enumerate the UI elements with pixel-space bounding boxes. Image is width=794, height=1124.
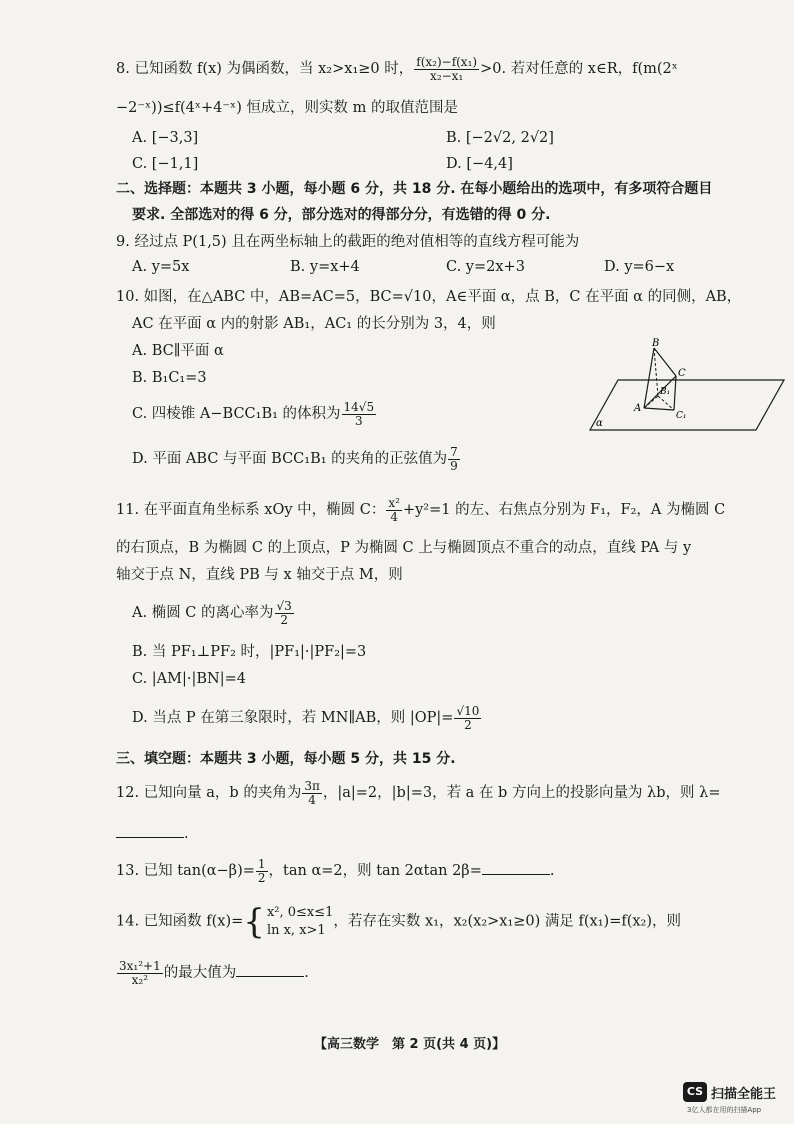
section2-heading: 二、选择题：本题共 3 小题，每小题 6 分，共 18 分. 在每小题给出的选项中，有多项符合题目 (116, 181, 713, 197)
section2-heading-cont: 要求. 全部选对的得 6 分，部分选对的得部分分，有选错的得 0 分. (132, 207, 551, 223)
q9-stem: 9. 经过点 P(1,5) 且在两坐标轴上的截距的绝对值相等的直线方程可能为 (116, 234, 580, 250)
scanner-watermark (683, 1080, 793, 1120)
q14-den: x₂² (131, 972, 149, 987)
q14-piecewise (243, 901, 334, 942)
segment-bb1 (654, 348, 658, 396)
q11-line1-post: +y²=1 的左、右焦点分别为 F₁，F₂，A 为椭圆 C (402, 502, 726, 519)
q8-option-d: D. [−4,4] (446, 156, 513, 172)
q13-num: 1 (257, 857, 266, 871)
q11-option-d (132, 705, 482, 731)
q12-answer-line (116, 826, 189, 843)
q13-answer-blank[interactable] (482, 874, 550, 875)
q10-d-den: 9 (450, 458, 458, 473)
q11-line1 (116, 497, 725, 523)
q10-figure (588, 338, 788, 438)
q9-option-c: C. y=2x+3 (446, 259, 525, 275)
q11-line2: 的右顶点，B 为椭圆 C 的上顶点，P 为椭圆 C 上与椭圆顶点不重合的动点，直线 PA 与 y (116, 540, 692, 556)
q10-option-d (132, 446, 461, 472)
q14-line1 (116, 901, 682, 942)
segment-cc1 (674, 376, 676, 410)
q11-ell-den: 4 (390, 509, 398, 524)
q9-option-b: B. y=x+4 (290, 259, 360, 275)
q12-line1 (116, 780, 720, 806)
q10-option-c-text: C. 四棱锥 A−BCC₁B₁ 的体积为 (132, 406, 341, 423)
label-b1: B₁ (660, 387, 671, 397)
q11-option-d-fraction (454, 705, 481, 731)
q11-d-num: √10 (456, 704, 480, 718)
q12-post: ，|a|=2，|b|=3，若 a 在 b 方向上的投影向量为 λb，则 λ= (322, 785, 721, 802)
q13-end: . (549, 863, 555, 880)
q13-den: 2 (257, 870, 266, 885)
q11-a-num: √3 (276, 599, 292, 613)
q8-option-b: B. [−2√2, 2√2] (446, 130, 554, 146)
q12-answer-blank[interactable] (116, 837, 184, 838)
q12-end: . (184, 826, 189, 842)
q12-angle-fraction (302, 780, 322, 806)
q13-post: ，tan α=2，则 tan 2αtan 2β= (268, 863, 482, 880)
scanner-app-name: 扫描全能王 (711, 1087, 777, 1102)
q10-option-c (132, 401, 377, 427)
q14-fraction (117, 960, 163, 986)
q10-line1: 10. 如图，在△ABC 中，AB=AC=5，BC=√10，A∈平面 α，点 B，C 在平面 α 的同侧，AB， (116, 289, 742, 305)
segment-bc (654, 348, 676, 376)
q14-line2 (116, 960, 309, 986)
q8-option-c: C. [−1,1] (132, 156, 199, 172)
q11-d-den: 2 (464, 717, 472, 732)
q11-option-a-text: A. 椭圆 C 的离心率为 (132, 605, 274, 622)
label-a: A (634, 403, 642, 414)
q14-pre: 14. 已知函数 f(x)= (116, 913, 244, 930)
q11-option-b: B. 当 PF₁⊥PF₂ 时，|PF₁|·|PF₂|=3 (132, 644, 367, 660)
q8-frac-den: x₂−x₁ (430, 68, 464, 83)
q12-ang-den: 4 (308, 792, 316, 807)
q14-case1: x², 0≤x≤1 (266, 905, 334, 920)
q10-option-d-text: D. 平面 ABC 与平面 BCC₁B₁ 的夹角的正弦值为 (132, 451, 448, 468)
scanner-logo-icon: CS (683, 1082, 707, 1102)
label-alpha: α (596, 418, 603, 429)
section3-heading: 三、填空题：本题共 3 小题，每小题 5 分，共 15 分. (116, 751, 456, 767)
q8-tail: >0. 若对任意的 x∈R，f(m(2ˣ (480, 61, 678, 78)
page-footer: 【高三数学 第 2 页(共 4 页)】 (314, 1037, 506, 1052)
q10-option-d-fraction (448, 446, 460, 472)
q11-ell-num: x² (388, 496, 400, 510)
q14-q-post: 的最大值为 (163, 965, 237, 982)
q8-fraction (414, 56, 479, 82)
q10-option-c-fraction (342, 401, 377, 427)
label-b: B (652, 338, 660, 349)
q14-answer-blank[interactable] (236, 976, 304, 977)
segment-b1c1 (658, 396, 674, 410)
q9-option-a: A. y=5x (132, 259, 190, 275)
q11-option-c: C. |AM|·|BN|=4 (132, 671, 246, 687)
q11-option-d-text: D. 当点 P 在第三象限时，若 MN∥AB，则 |OP|= (132, 710, 454, 727)
q11-line1-pre: 11. 在平面直角坐标系 xOy 中，椭圆 C： (116, 502, 386, 519)
q10-c-den: 3 (354, 413, 363, 428)
q14-post: ，若存在实数 x₁，x₂(x₂>x₁≥0) 满足 f(x₁)=f(x₂)，则 (333, 913, 682, 930)
q10-option-a: A. BC∥平面 α (132, 343, 224, 359)
q11-ellipse-fraction (386, 497, 402, 523)
q11-a-den: 2 (280, 612, 288, 627)
q9-option-d: D. y=6−x (604, 259, 675, 275)
q8-option-a: A. [−3,3] (132, 130, 199, 146)
label-c: C (678, 368, 686, 379)
scanner-slogan: 3亿人都在用的扫描App (687, 1106, 762, 1114)
q11-line3: 轴交于点 N，直线 PB 与 x 轴交于点 M，则 (116, 567, 403, 583)
q13-line (116, 858, 554, 884)
q14-end: . (304, 965, 309, 982)
segment-ac1 (644, 408, 674, 410)
q8-line1 (116, 56, 678, 82)
q10-option-b: B. B₁C₁=3 (132, 370, 207, 386)
q8-frac-num: f(x₂)−f(x₁) (416, 55, 478, 69)
q8-line2: −2⁻ˣ))≤f(4ˣ+4⁻ˣ) 恒成立，则实数 m 的取值范围是 (116, 100, 458, 116)
q14-case2: ln x, x>1 (266, 922, 326, 938)
q10-d-num: 7 (450, 445, 458, 459)
q14-num: 3x₁²+1 (119, 959, 161, 973)
q10-line2: AC 在平面 α 内的射影 AB₁，AC₁ 的长分别为 3，4，则 (132, 316, 496, 332)
q10-c-num: 14√5 (343, 400, 375, 414)
q8-text: 8. 已知函数 f(x) 为偶函数，当 x₂>x₁≥0 时， (116, 61, 414, 78)
q11-option-a (132, 600, 295, 626)
q12-ang-num: 3π (304, 779, 320, 793)
q14-brace: { (243, 901, 265, 942)
q11-option-a-fraction (275, 600, 294, 626)
q12-pre: 12. 已知向量 a，b 的夹角为 (116, 785, 302, 802)
q14-cases (267, 904, 333, 939)
q13-fraction (256, 858, 268, 884)
q13-pre: 13. 已知 tan(α−β)= (116, 863, 255, 880)
plane-alpha (590, 380, 784, 430)
label-c1: C₁ (676, 411, 687, 421)
